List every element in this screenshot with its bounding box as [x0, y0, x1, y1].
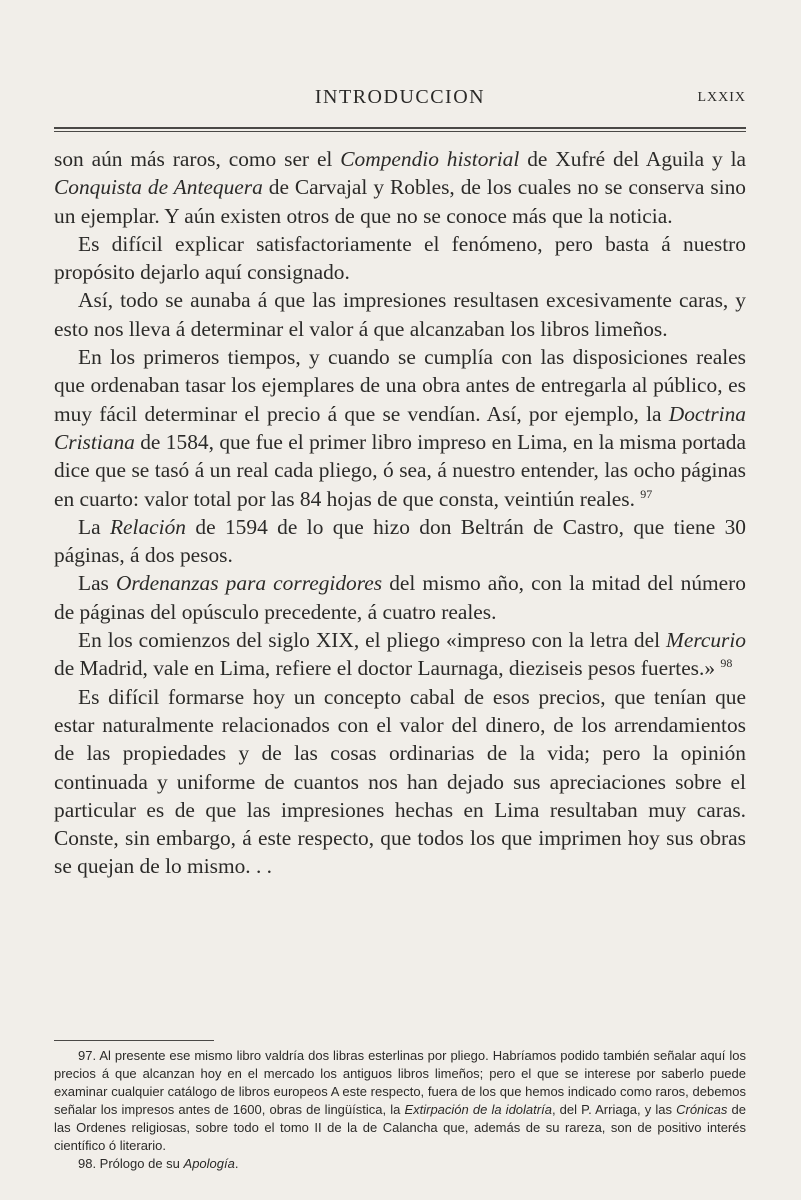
- book-title: Mercurio: [666, 628, 746, 653]
- page-number: LXXIX: [697, 90, 746, 105]
- book-title: Doctrina Cristiana: [54, 401, 746, 454]
- paragraph: La Relación de 1594 de lo que hizo don Beltrán de Castro, que tiene 30 páginas, á dos pesos.: [54, 514, 746, 568]
- paragraph: son aún más raros, como ser el Compendio historial de Xufré del Aguila y la Conquista de Antequera de Carvajal y Robles, de los cuales no se conserva sino un ejemplar. Y aún existen otros de que no se conoce más que la noticia.: [54, 147, 747, 228]
- running-title: INTRODUCCION: [314, 86, 486, 108]
- footnote-ref: 98: [720, 656, 733, 671]
- paragraph: En los primeros tiempos, y cuando se cumplía con las disposiciones reales que ordenaban tasar los ejemplares de una obra antes de entregarla al público, es muy fácil determinar el precio á que se vendían. Así, por ejemplo, la Doctrina Cristiana de 1584, que fue el primer libro impreso en Lima, en la misma portada dice que se tasó á un real cada pliego, ó sea, á nuestro entender, las ocho páginas en cuarto: valor total por las 84 hojas de que consta, veintiún reales. $^{97}$: [54, 345, 746, 511]
- page-header: [54, 86, 746, 116]
- paragraph: En los comienzos del siglo XIX, el pliego «impreso con la letra del Mercurio de Madrid, vale en Lima, refiere el doctor Laurnaga, dieziseis pesos fuertes.» $^{98}$: [54, 628, 746, 681]
- header-rule: [54, 127, 746, 129]
- paragraph: Las Ordenanzas para corregidores del mismo año, con la mitad del número de páginas del opúsculo precedente, á cuatro reales.: [54, 571, 746, 624]
- footnote: 97. Al presente ese mismo libro valdría dos libras esterlinas por pliego. Habríamos podido también señalar aquí los precios á que alcanzan hoy en el mercado los antiguos libros limeños; pero el que se interese por saberlo puede examinar cualquier catálogo de libros europeos A este respecto, fuera de los que hemos indicado como raros, debemos señalar los impresos antes de 1600, obras de lingüística, la Extirpación de la idolatría, del P. Arriaga, y las Crónicas de las Ordenes religiosas, sobre todo el tomo II de la de Calancha que, además de su rareza, son de positivo interés científico ó literario.: [54, 1048, 746, 1153]
- footnote-rule: [54, 1040, 214, 1041]
- book-title: Conquista de Antequera: [54, 175, 263, 200]
- book-title: Ordenanzas para corregidores: [115, 571, 383, 596]
- paragraph: Es difícil formarse hoy un concepto cabal de esos precios, que tenían que estar naturalmente relacionados con el valor del dinero, de los arrendamientos de las propiedades y de las cosas ordinarias de la vida; pero la opinión continuada y uniforme de cuantos nos han dejado sus apreciaciones sobre el particular es de que las impresiones hechas en Lima resultaban muy caras. Conste, sin embargo, á este respecto, que todos los que imprimen hoy sus obras se quejan de lo mismo. . .: [54, 684, 746, 879]
- main-text: [54, 145, 746, 881]
- book-title: Compendio historial: [340, 147, 520, 171]
- footnote-ref: 97: [640, 486, 653, 501]
- footnotes: [54, 1047, 746, 1173]
- paragraph: Es difícil explicar satisfactoriamente el fenómeno, pero basta á nuestro propósito dejarlo aquí consignado.: [54, 231, 746, 285]
- header-rule-thin: [54, 131, 746, 132]
- book-title: Relación: [109, 514, 186, 539]
- footnote: 98. Prólogo de su Apología.: [78, 1156, 239, 1171]
- paragraph: Así, todo se aunaba á que las impresiones resultasen excesivamente caras, y esto nos lleva á determinar el valor á que alcanzaban los libros limeños.: [54, 288, 746, 341]
